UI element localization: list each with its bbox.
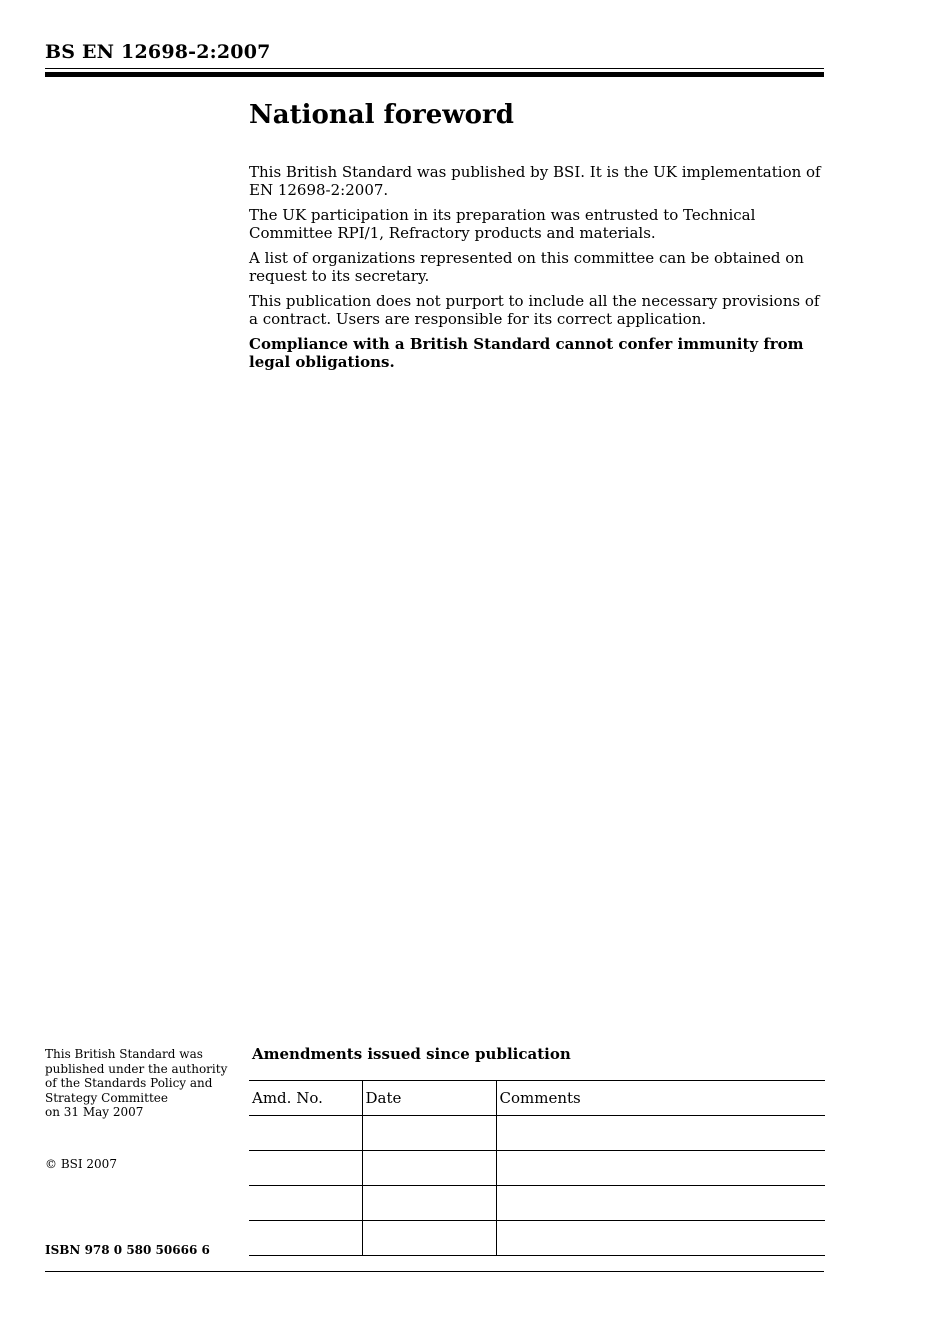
- column-header-date: Date: [362, 1081, 496, 1116]
- publication-note-line: published under the authority: [45, 1061, 228, 1076]
- table-row: [249, 1116, 825, 1151]
- page-title: National foreword: [249, 100, 514, 130]
- table-cell: [362, 1116, 496, 1151]
- table-cell: [249, 1116, 362, 1151]
- table-cell: [249, 1186, 362, 1221]
- header-rule-thin: [45, 68, 824, 69]
- publication-authority-note: [45, 1047, 235, 1120]
- amendments-header-row: [249, 1081, 825, 1116]
- footer-rule: [45, 1271, 824, 1272]
- table-row: [249, 1186, 825, 1221]
- table-cell: [249, 1151, 362, 1186]
- column-header-comments: Comments: [496, 1081, 825, 1116]
- table-row: [249, 1151, 825, 1186]
- foreword-body: [249, 163, 827, 378]
- isbn: ISBN 978 0 580 50666 6: [45, 1243, 210, 1257]
- column-header-amd-no: Amd. No.: [249, 1081, 362, 1116]
- table-cell: [496, 1116, 825, 1151]
- table-cell: [362, 1221, 496, 1256]
- compliance-note: Compliance with a British Standard cannot confer immunity from legal obligations.: [249, 335, 804, 371]
- table-row: [249, 1221, 825, 1256]
- table-cell: [362, 1186, 496, 1221]
- foreword-paragraph: This publication does not purport to include all the necessary provisions of a contract. Users are responsible for its correct application.: [249, 292, 820, 328]
- amendments-table: [249, 1080, 825, 1256]
- publication-note-line: on 31 May 2007: [45, 1105, 144, 1119]
- publication-note-line: of the Standards Policy and: [45, 1076, 213, 1090]
- table-cell: [249, 1221, 362, 1256]
- copyright-notice: © BSI 2007: [45, 1157, 117, 1171]
- header-rule-thick: [45, 72, 824, 77]
- publication-note-line: This British Standard was: [45, 1047, 203, 1061]
- amendments-heading: Amendments issued since publication: [252, 1045, 571, 1063]
- table-cell: [496, 1186, 825, 1221]
- table-cell: [362, 1151, 496, 1186]
- table-cell: [496, 1151, 825, 1186]
- table-cell: [496, 1221, 825, 1256]
- foreword-paragraph: The UK participation in its preparation was entrusted to Technical Committee RPI/1, Refractory products and materials.: [249, 206, 756, 242]
- foreword-paragraph: This British Standard was published by BSI. It is the UK implementation of EN 12698-2:2007.: [249, 163, 821, 199]
- publication-note-line: Strategy Committee: [45, 1090, 168, 1105]
- foreword-paragraph: A list of organizations represented on this committee can be obtained on request to its secretary.: [249, 249, 804, 285]
- standard-number: BS EN 12698-2:2007: [45, 41, 271, 63]
